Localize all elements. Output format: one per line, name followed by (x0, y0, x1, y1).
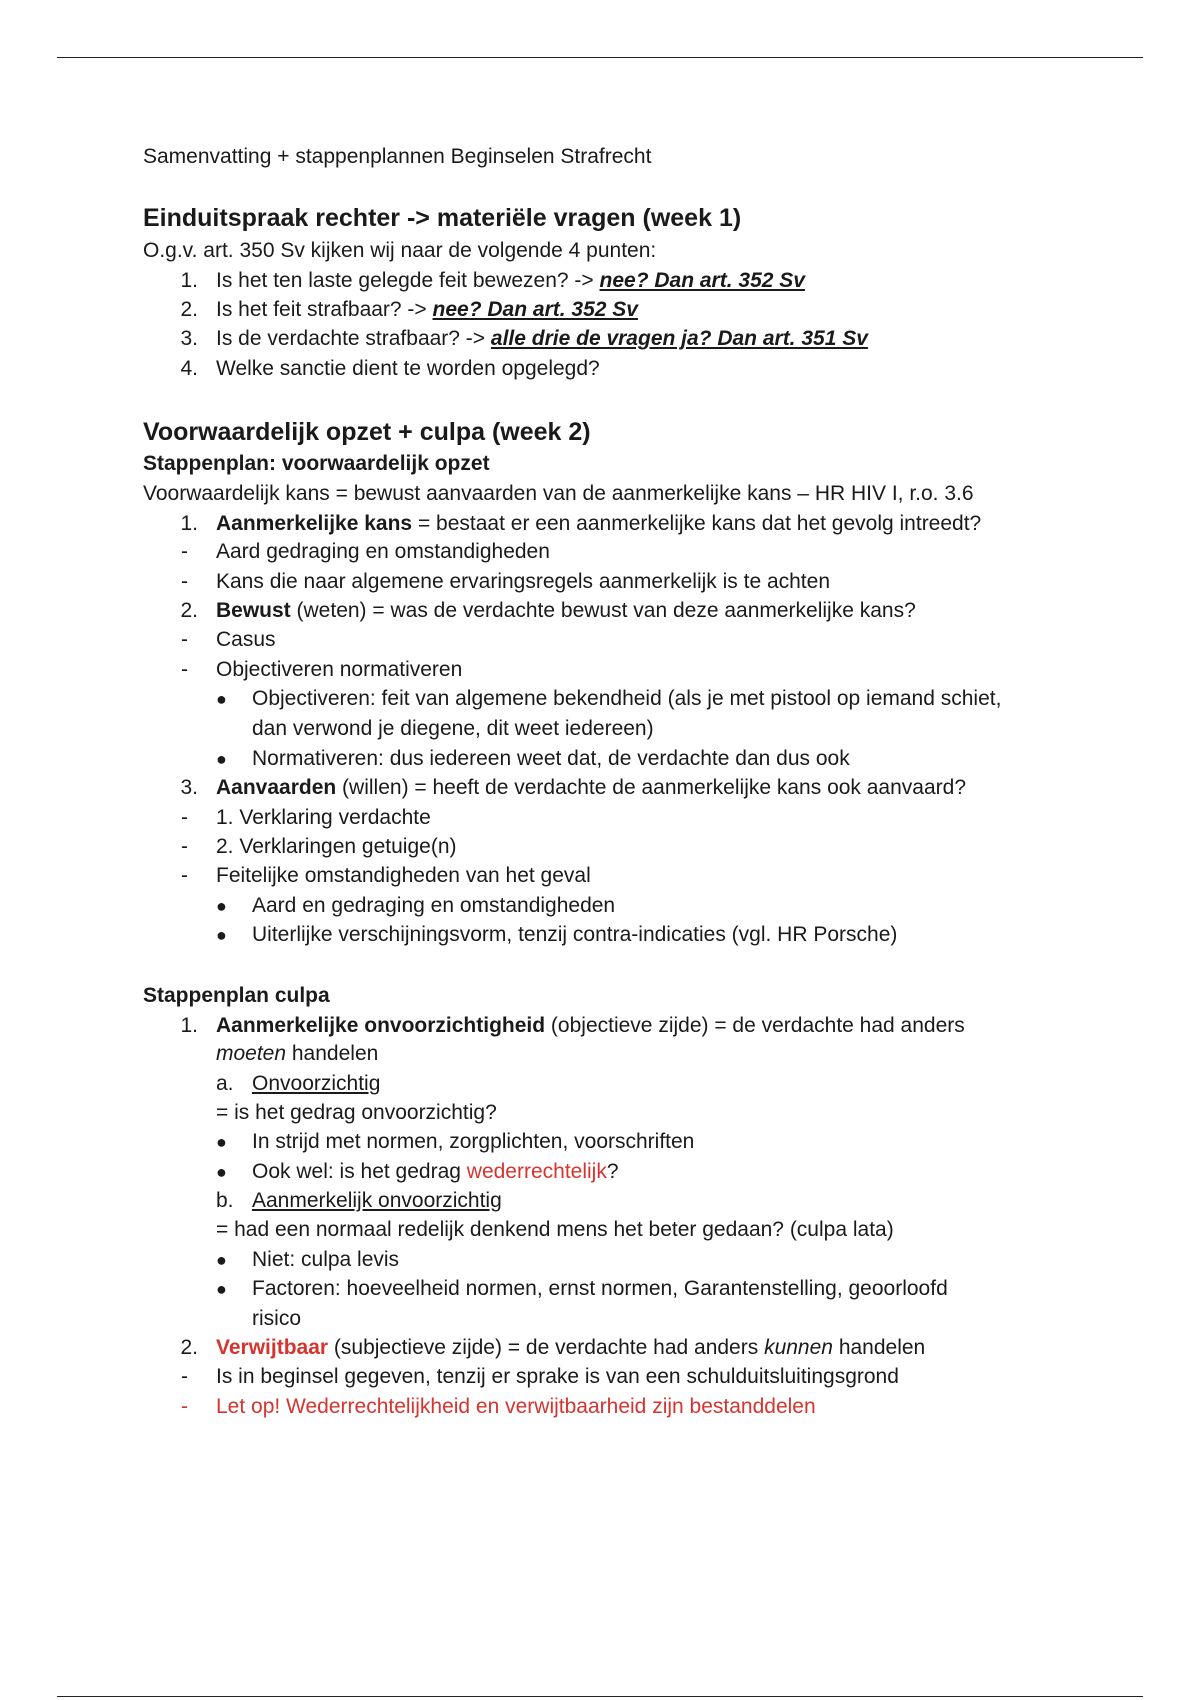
list-item: dan verwond je diegene, dit weet iedereen) (252, 717, 654, 740)
section1-intro: O.g.v. art. 350 Sv kijken wij naar de volgende 4 punten: (143, 239, 657, 262)
list-item: Uiterlijke verschijningsvorm, tenzij contra-indicaties (vgl. HR Porsche) (252, 923, 898, 946)
warning-note: Let op! Wederrechtelijkheid en verwijtbaarheid zijn bestanddelen (216, 1395, 816, 1418)
list-item: 1. Verklaring verdachte (216, 806, 431, 829)
bullet-icon: ● (216, 896, 227, 916)
list-item: 2. Verklaringen getuige(n) (216, 835, 457, 858)
step-bewust: Bewust (weten) = was de verdachte bewust van deze aanmerkelijke kans? (216, 599, 916, 622)
list-item: Feitelijke omstandigheden van het geval (216, 864, 591, 887)
section-heading-week1: Einduitspraak rechter -> materiële vragen (week 1) (143, 204, 742, 232)
bullet-icon: ● (216, 749, 227, 769)
list-item: Aard gedraging en omstandigheden (216, 540, 550, 563)
list-item: Casus (216, 628, 276, 651)
step-aanvaarden: Aanvaarden (willen) = heeft de verdachte de aanmerkelijke kans ook aanvaard? (216, 776, 967, 799)
sub-step-onvoorzichtig: Onvoorzichtig (252, 1072, 381, 1095)
step-verwijtbaar: Verwijtbaar (subjectieve zijde) = de verdachte had anders kunnen handelen (216, 1336, 926, 1359)
bullet-icon: ● (216, 1250, 227, 1270)
section-heading-week2: Voorwaardelijk opzet + culpa (week 2) (143, 418, 591, 446)
list-item: Aard en gedraging en omstandigheden (252, 894, 616, 917)
section2-intro: Voorwaardelijk kans = bewust aanvaarden van de aanmerkelijke kans – HR HIV I, r.o. 3.6 (143, 482, 974, 505)
document-title: Samenvatting + stappenplannen Beginselen Strafrecht (143, 145, 652, 168)
list-item: Normativeren: dus iedereen weet dat, de verdachte dan dus ook (252, 747, 850, 770)
list-item: Ook wel: is het gedrag wederrechtelijk? (252, 1160, 619, 1183)
header-rule (57, 57, 1143, 58)
list-item: Kans die naar algemene ervaringsregels aanmerkelijk is te achten (216, 570, 831, 593)
footer-rule (57, 1696, 1143, 1697)
step-onvoorzichtigheid: Aanmerkelijke onvoorzichtigheid (objectieve zijde) = de verdachte had anders (216, 1014, 965, 1037)
subheading-culpa: Stappenplan culpa (143, 984, 330, 1007)
list-item: Is in beginsel gegeven, tenzij er sprake is van een schulduitsluitingsgrond (216, 1365, 899, 1388)
bullet-icon: ● (216, 925, 227, 945)
bullet-icon: ● (216, 689, 227, 709)
list-item: Objectiveren: feit van algemene bekendheid (als je met pistool op iemand schiet, (252, 687, 1002, 710)
list-item: Objectiveren normativeren (216, 658, 463, 681)
list-item: risico (252, 1307, 302, 1330)
list-item: Factoren: hoeveelheid normen, ernst normen, Garantenstelling, geoorloofd (252, 1277, 948, 1300)
step-aanmerkelijke-kans: Aanmerkelijke kans = bestaat er een aanmerkelijke kans dat het gevolg intreedt? (216, 512, 982, 535)
bullet-icon: ● (216, 1162, 227, 1182)
subheading-voorwaardelijk-opzet: Stappenplan: voorwaardelijk opzet (143, 452, 490, 475)
list-item: In strijd met normen, zorgplichten, voorschriften (252, 1130, 695, 1153)
list-item: Niet: culpa levis (252, 1248, 400, 1271)
bullet-icon: ● (216, 1279, 227, 1299)
sub-step-aanmerkelijk-onvoorzichtig: Aanmerkelijk onvoorzichtig (252, 1189, 502, 1212)
bullet-icon: ● (216, 1132, 227, 1152)
